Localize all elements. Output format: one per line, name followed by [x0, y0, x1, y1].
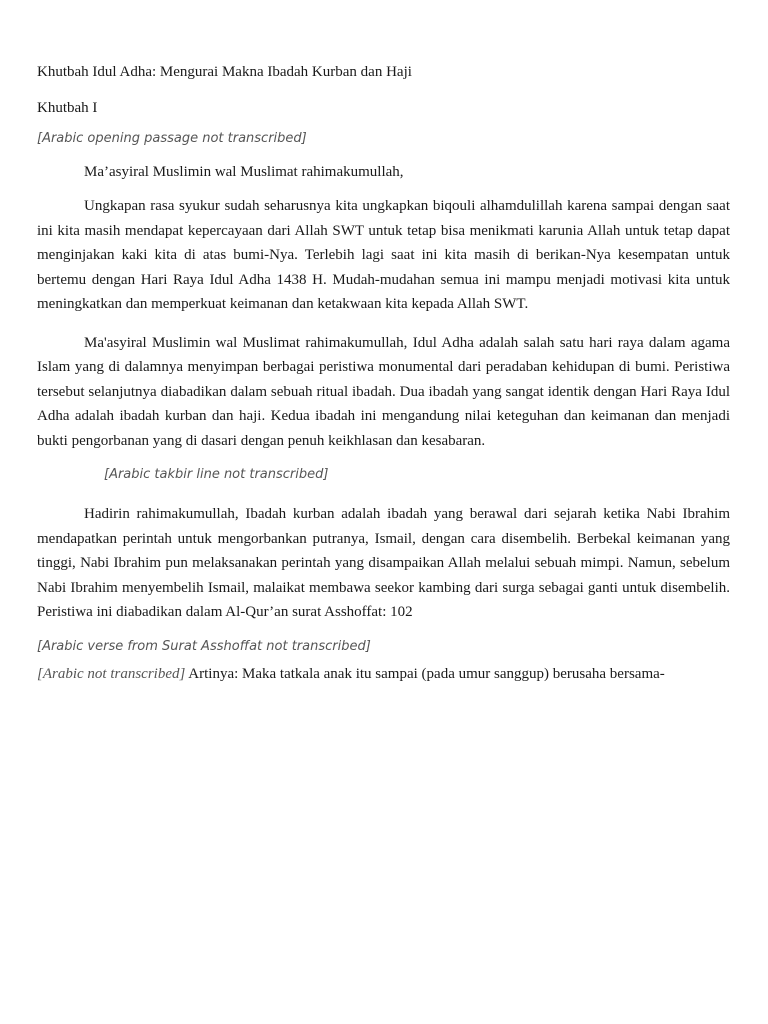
arabic-verse: [Arabic verse from Surat Asshoffat not transcribed]: [37, 638, 371, 654]
arabic-takbir-line: [Arabic takbir line not transcribed]: [104, 467, 329, 482]
paragraph-1: Ungkapan rasa syukur sudah seharusnya kita ungkapkan biqouli alhamdulillah karena sampai dengan saat ini kita masih mendapat kepercayaan dari Allah SWT untuk tetap bisa menikmati karunia Allah untuk tetap dapat menginjakan kaki kita di atas bumi-Nya. Terlebih lagi saat ini kita masih di berikan-Nya kesempatan untuk bertemu dengan Hari Raya Idul Adha 1438 H. Mudah-mudahan semua ini mampu menjadi motivasi kita untuk meningkatkan dan memperkuat keimanan dan ketakwaan kita kepada Allah SWT.: [37, 198, 730, 312]
document-title: Khutbah Idul Adha: Mengurai Makna Ibadah Kurban dan Haji: [37, 64, 412, 80]
arabic-opening-text: [Arabic opening passage not transcribed]: [37, 131, 307, 146]
paragraph-3: Hadirin rahimakumullah, Ibadah kurban adalah ibadah yang berawal dari sejarah ketika Nabi Ibrahim mendapatkan perintah untuk mengorbankan putranya, Ismail, dengan cara disembelih. Berbekal keimanan yang tinggi, Nabi Ibrahim pun melaksanakan perintah yang disampaikan Allah melalui sebuah mimpi. Namun, sebelum Nabi Ibrahim menyembelih Ismail, malaikat membawa seekor kambing dari surga sebagai ganti untuk disembelih. Peristiwa ini diabadikan dalam Al-Qur’an surat Asshoffat: 102: [37, 506, 730, 620]
arabic-verse-end: [Arabic not transcribed]: [37, 665, 186, 682]
section-heading: Khutbah I: [37, 100, 98, 116]
translation-line: [37, 662, 730, 686]
paragraph-2: Ma'asyiral Muslimin wal Muslimat rahimakumullah, Idul Adha adalah salah satu hari raya dalam agama Islam yang di dalamnya menyimpan berbagai peristiwa monumental dari peradaban kehidupan di bumi. Peristiwa tersebut selanjutnya diabadikan dalam sebuah ritual ibadah. Dua ibadah yang sangat identik dengan Hari Raya Idul Adha adalah ibadah kurban dan haji. Kedua ibadah ini mengandung nilai keteguhan dan keimanan dan menjadi bukti pengorbanan yang di dasari dengan penuh keikhlasan dan kesabaran.: [37, 334, 730, 449]
translation-text: Artinya: Maka tatkala anak itu sampai (pada umur sanggup) berusaha bersama-: [188, 665, 665, 682]
salutation: Ma’asyiral Muslimin wal Muslimat rahimakumullah,: [84, 164, 404, 180]
